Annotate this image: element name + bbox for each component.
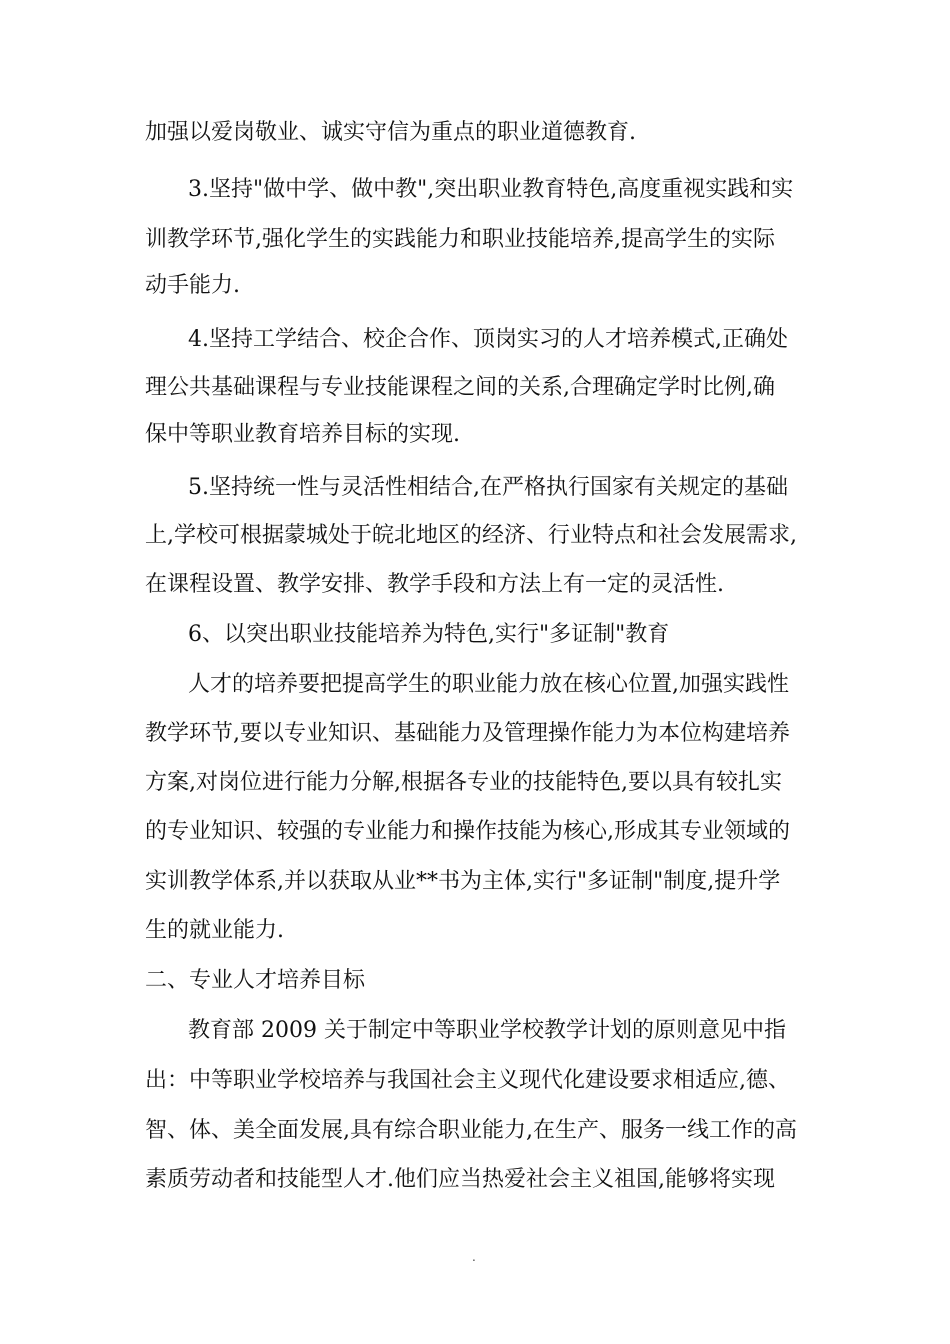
text-line-content: 5.坚持统一性与灵活性相结合,在严格执行国家有关规定的基础: [188, 475, 788, 500]
text-line: [0, 1113, 950, 1149]
text-line-content: 动手能力.: [145, 273, 240, 298]
text-line-content: 人才的培养要把提高学生的职业能力放在核心位置,加强实践性: [188, 672, 789, 697]
text-line-content: 加强以爱岗敬业、诚实守信为重点的职业道德教育.: [145, 120, 636, 145]
section-heading-text: 二、专业人才培养目标: [145, 968, 366, 993]
text-line-content: 智、体、美全面发展,具有综合职业能力,在生产、服务一线工作的高: [145, 1118, 797, 1143]
section-heading: [0, 963, 950, 999]
text-line: [0, 1162, 950, 1198]
text-line-content: 素质劳动者和技能型人才.他们应当热爱社会主义祖国,能够将实现: [145, 1167, 775, 1192]
text-line-content: 3.坚持"做中学、做中教",突出职业教育特色,高度重视实践和实: [188, 177, 794, 202]
text-line-content: 的专业知识、较强的专业能力和操作技能为核心,形成其专业领域的: [145, 819, 790, 844]
text-line: [0, 814, 950, 850]
text-line: [0, 567, 950, 603]
text-line-content: 教学环节,要以专业知识、基础能力及管理操作能力为本位构建培养: [145, 721, 790, 746]
text-line-content: 教育部 2009 关于制定中等职业学校教学计划的原则意见中指: [188, 1018, 786, 1043]
text-line-content: 方案,对岗位进行能力分解,根据各专业的技能特色,要以具有较扎实: [145, 770, 782, 795]
page-footer-mark: .: [472, 1250, 476, 1264]
text-line: [0, 518, 950, 554]
text-line: [0, 1063, 950, 1099]
paragraph-5-first-line: [0, 470, 950, 506]
text-line-content: 实训教学体系,并以获取从业**书为主体,实行"多证制"制度,提升学: [145, 869, 781, 894]
paragraph-first-line: [0, 1013, 950, 1049]
text-line-content: 生的就业能力.: [145, 918, 284, 943]
paragraph-6-heading: [0, 617, 950, 653]
text-line: [0, 913, 950, 949]
text-line-content: 训教学环节,强化学生的实践能力和职业技能培养,提高学生的实际: [145, 227, 775, 252]
text-line: [0, 268, 950, 304]
text-line-content: 理公共基础课程与专业技能课程之间的关系,合理确定学时比例,确: [145, 375, 775, 400]
text-line: [0, 115, 950, 151]
paragraph-4-first-line: [0, 322, 950, 358]
text-line-content: 保中等职业教育培养目标的实现.: [145, 422, 460, 447]
text-line: [0, 765, 950, 801]
text-line: [0, 370, 950, 406]
paragraph-3-first-line: [0, 172, 950, 208]
paragraph-first-line: [0, 667, 950, 703]
text-line-content: 4.坚持工学结合、校企合作、顶岗实习的人才培养模式,正确处: [188, 327, 788, 352]
text-line: [0, 716, 950, 752]
text-line-content: 6、以突出职业技能培养为特色,实行"多证制"教育: [188, 622, 670, 647]
text-line-content: 上,学校可根据蒙城处于皖北地区的经济、行业特点和社会发展需求,: [145, 523, 797, 548]
text-line: [0, 864, 950, 900]
text-line-content: 出：中等职业学校培养与我国社会主义现代化建设要求相适应,德、: [145, 1068, 790, 1093]
text-line: [0, 417, 950, 453]
text-line-content: 在课程设置、教学安排、教学手段和方法上有一定的灵活性.: [145, 572, 724, 597]
text-line: [0, 222, 950, 258]
